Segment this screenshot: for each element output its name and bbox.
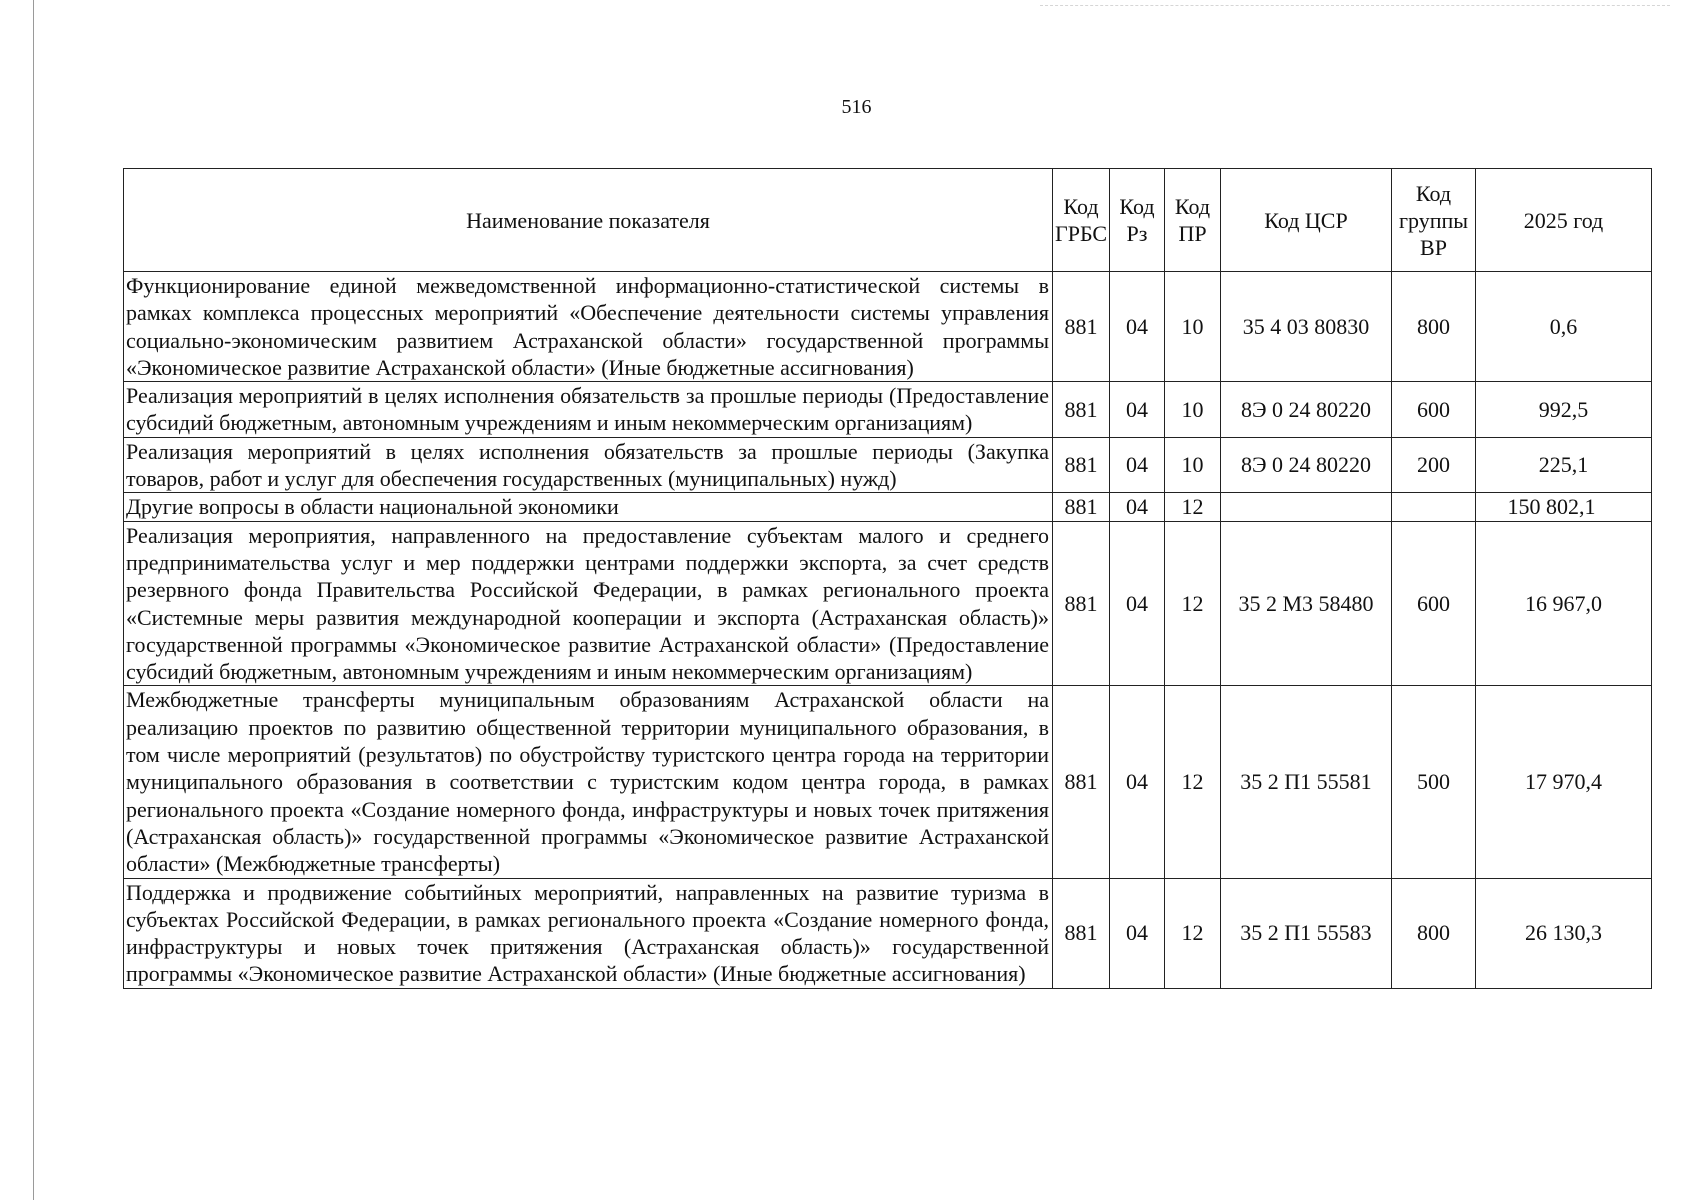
cell-csr [1221,493,1392,521]
header-row [124,169,1652,272]
cell-vr: 600 [1392,382,1476,438]
cell-csr: 35 2 П1 55581 [1221,686,1392,878]
cell-name: Функционирование единой межведомственной информационно-статистической системы в рамках комплекса процессных мероприятий «Обеспечение деятельности системы управления социально-экономическим развитием Астраханской области» государственной программы «Экономическое развитие Астраханской области» (Иные бюджетные ассигнования) [124,272,1053,382]
cell-rz: 04 [1110,382,1165,438]
cell-vr [1392,493,1476,521]
table-row [124,521,1652,686]
header-pr: Код ПР [1165,169,1221,272]
cell-grbs: 881 [1053,493,1110,521]
cell-pr: 12 [1165,521,1221,686]
cell-rz: 04 [1110,878,1165,988]
cell-pr: 10 [1165,272,1221,382]
cell-name: Межбюджетные трансферты муниципальным образованиям Астраханской области на реализацию проектов по развитию общественной территории муниципального образования, в том числе мероприятий (результатов) по обустройству туристского центра города на территории муниципального образования в соответствии с туристским кодом центра города, в рамках регионального проекта «Создание номерного фонда, инфраструктуры и новых точек притяжения (Астраханская область)» государственной программы «Экономическое развитие Астраханской области» (Межбюджетные трансферты) [124,686,1053,878]
scan-left-edge [33,0,34,1200]
cell-amount: 17 970,4 [1476,686,1652,878]
cell-amount: 16 967,0 [1476,521,1652,686]
table-body [124,272,1652,989]
cell-amount: 992,5 [1476,382,1652,438]
cell-grbs: 881 [1053,272,1110,382]
cell-vr: 800 [1392,878,1476,988]
cell-grbs: 881 [1053,521,1110,686]
header-year: 2025 год [1476,169,1652,272]
scan-top-edge [1040,5,1670,6]
cell-grbs: 881 [1053,686,1110,878]
cell-vr: 200 [1392,437,1476,493]
cell-rz: 04 [1110,521,1165,686]
table-row [124,493,1652,521]
cell-name: Реализация мероприятий в целях исполнения обязательств за прошлые периоды (Закупка товаров, работ и услуг для обеспечения государственных (муниципальных) нужд) [124,437,1053,493]
cell-csr: 8Э 0 24 80220 [1221,382,1392,438]
cell-rz: 04 [1110,493,1165,521]
cell-amount: 0,6 [1476,272,1652,382]
cell-grbs: 881 [1053,437,1110,493]
table-header [124,169,1652,272]
cell-rz: 04 [1110,686,1165,878]
cell-amount: 225,1 [1476,437,1652,493]
cell-csr: 35 2 М3 58480 [1221,521,1392,686]
cell-name: Другие вопросы в области национальной экономики [124,493,1053,521]
cell-name: Поддержка и продвижение событийных мероприятий, направленных на развитие туризма в субъектах Российской Федерации, в рамках регионального проекта «Создание номерного фонда, инфраструктуры и новых точек притяжения (Астраханская область)» государственной программы «Экономическое развитие Астраханской области» (Иные бюджетные ассигнования) [124,878,1053,988]
cell-name: Реализация мероприятий в целях исполнения обязательств за прошлые периоды (Предоставление субсидий бюджетным, автономным учреждениям и иным некоммерческим организациям) [124,382,1053,438]
cell-pr: 10 [1165,382,1221,438]
page-number [0,96,1697,119]
cell-amount: 150 802,1 [1476,493,1652,521]
table-row [124,437,1652,493]
cell-csr: 35 4 03 80830 [1221,272,1392,382]
budget-table [123,168,1652,989]
cell-grbs: 881 [1053,878,1110,988]
cell-vr: 500 [1392,686,1476,878]
cell-vr: 600 [1392,521,1476,686]
cell-vr: 800 [1392,272,1476,382]
cell-pr: 12 [1165,686,1221,878]
header-vr: Код группы ВР [1392,169,1476,272]
cell-name: Реализация мероприятия, направленного на предоставление субъектам малого и среднего предпринимательства услуг и мер поддержки центрами поддержки экспорта, за счет средств резервного фонда Правительства Российской Федерации, в рамках регионального проекта «Системные меры развития международной кооперации и экспорта (Астраханская область)» государственной программы «Экономическое развитие Астраханской области» (Предоставление субсидий бюджетным, автономным учреждениям и иным некоммерческим организациям) [124,521,1053,686]
table-row [124,878,1652,988]
cell-pr: 12 [1165,878,1221,988]
cell-pr: 10 [1165,437,1221,493]
cell-amount: 26 130,3 [1476,878,1652,988]
header-name: Наименование показателя [124,169,1053,272]
cell-grbs: 881 [1053,382,1110,438]
header-grbs: Код ГРБС [1053,169,1110,272]
cell-csr: 8Э 0 24 80220 [1221,437,1392,493]
cell-pr: 12 [1165,493,1221,521]
table-row [124,272,1652,382]
header-rz: Код Рз [1110,169,1165,272]
cell-rz: 04 [1110,272,1165,382]
cell-csr: 35 2 П1 55583 [1221,878,1392,988]
table-row [124,382,1652,438]
table-row [124,686,1652,878]
page-number-text: 516 [841,96,872,118]
header-csr: Код ЦСР [1221,169,1392,272]
cell-rz: 04 [1110,437,1165,493]
